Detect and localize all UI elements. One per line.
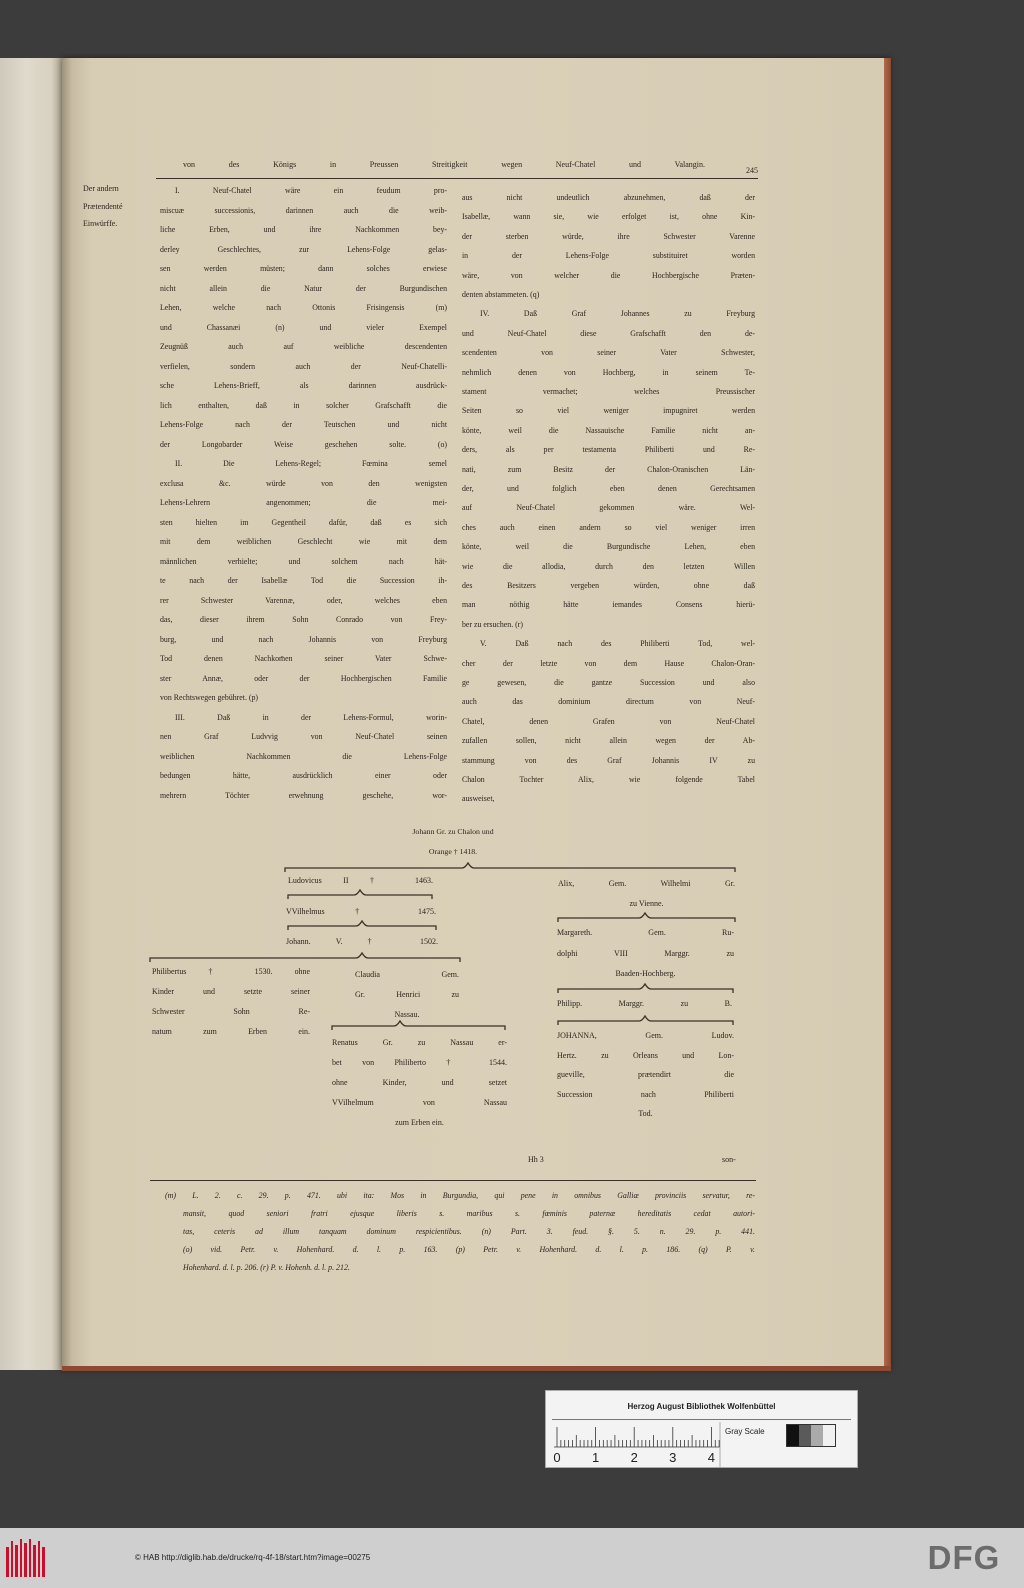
text-line: ster Annæ, oder der Hochbergischen Familie: [160, 673, 447, 683]
gray-patch-light: [811, 1425, 823, 1446]
text-line: II. Die Lehens-Regel; Fœmina semel: [175, 459, 447, 468]
text-line: auch das dominium directum von Neuf-: [462, 697, 755, 707]
text-line: könte, weil die Nassauische Familie nicht an-: [462, 425, 755, 435]
text-line: zufallen sollen, nicht allein wegen der Ab-: [462, 736, 755, 746]
text-line: nehmlich denen von Hochberg, in seinem Te-: [462, 367, 755, 377]
genealogy-philipp: Philipp. Marggr. zu B.: [557, 999, 732, 1008]
text-line: scendenten von seiner Vater Schwester,: [462, 348, 755, 358]
text-line: mehrern Töchter erwehnung geschehe, wor-: [160, 790, 447, 800]
gray-patch-white: [823, 1425, 835, 1446]
genealogy-renatus: [332, 1033, 507, 1133]
previous-page-edge: [0, 58, 64, 1370]
gray-patch-dark: [799, 1425, 811, 1446]
genealogy-johanna: [557, 1026, 734, 1124]
text-line: Renatus Gr. zu Nassau er-: [332, 1038, 507, 1047]
text-line: Der andern: [83, 184, 119, 193]
copyright-url[interactable]: © HAB http://diglib.hab.de/drucke/rq-4f-18/start.htm?image=00275: [135, 1553, 371, 1562]
left-column: [160, 181, 447, 811]
text-line: rer Schwester Varennæ, oder, welches eben: [160, 595, 447, 605]
text-line: denten abstammeten. (q): [462, 290, 540, 299]
card-institution-title: Herzog August Bibliothek Wolfenbüttel: [627, 1402, 776, 1411]
text-line: Baaden-Hochberg.: [615, 969, 676, 978]
text-line: sche Lehens-Brieff, als darinnen ausdrück-: [160, 381, 447, 390]
text-line: Lehens-Lehrern angenommen; die mei-: [160, 498, 447, 507]
genealogy-johann-v: Johann. V. † 1502.: [286, 937, 438, 946]
gray-scale-patches: [786, 1424, 836, 1447]
page-number: 245: [746, 166, 758, 175]
text-line: exclusa &c. würde von den wenigsten: [160, 478, 447, 488]
text-line: von Rechtswegen gebühret. (p): [160, 693, 259, 702]
page-bottom-edge: [62, 1366, 891, 1371]
text-line: gueville, prætendirt die: [557, 1070, 734, 1079]
text-line: mansit, quod seniori fratri ejusque liberis s. maribus s. fœminis paternæ hereditatis cedat autori-: [183, 1209, 755, 1218]
text-line: aus nicht undeutlich abzunehmen, daß der: [462, 193, 755, 202]
text-line: des Besitzers vergeben würden, ohne daß: [462, 581, 755, 590]
text-line: könte, weil die Burgundische Lehen, eben: [462, 542, 755, 552]
genealogy-root: [358, 822, 548, 862]
text-line: bet von Philiberto † 1544.: [332, 1058, 507, 1067]
footnotes: [165, 1187, 755, 1279]
text-line: wäre, von welcher die Hochbergische Præten-: [462, 270, 755, 280]
text-line: Claudia Gem.: [355, 970, 459, 979]
text-line: natum zum Erben ein.: [152, 1027, 310, 1036]
hab-logo: [4, 1535, 46, 1581]
ruler-number: 1: [591, 1450, 600, 1465]
text-line: (m) L. 2. c. 29. p. 471. ubi ita: Mos in Burgundia, qui pene in omnibus Galliæ provinciis servatur, re-: [165, 1191, 755, 1200]
header-rule: [156, 178, 758, 179]
footnote-rule: [150, 1180, 756, 1181]
genealogy-alix: [558, 874, 735, 914]
text-line: te nach der Isabellæ Tod die Succession ih-: [160, 576, 447, 585]
text-line: der Longobarder Weise geschehen solte. (o): [160, 439, 447, 449]
text-line: liche Erben, und ihre Nachkommen bey-: [160, 225, 447, 234]
ruler-number: 3: [669, 1450, 677, 1465]
text-line: Margareth. Gem. Ru-: [557, 928, 734, 937]
text-line: nati, zum Besitz der Chalon-Oranischen Län-: [462, 464, 755, 474]
text-line: und Chassanæi (n) und vieler Exempel: [160, 322, 447, 332]
text-line: ohne Kinder, und setzet: [332, 1078, 507, 1087]
text-line: in der Lehens-Folge substituiret worden: [462, 251, 755, 261]
text-line: stammung von des Graf Johannis IV zu: [462, 755, 755, 765]
text-line: Hertz. zu Orleans und Lon-: [557, 1050, 734, 1060]
text-line: Hohenhard. d. l. p. 206. (r) P. v. Hohenh. d. l. p. 212.: [183, 1263, 350, 1272]
text-line: Chalon Tochter Alix, wie folgende Tabel: [462, 775, 755, 784]
ruler-number: 2: [630, 1450, 638, 1465]
text-line: III. Daß in der Lehens-Formul, worin-: [175, 712, 447, 722]
margin-note: [83, 180, 160, 240]
text-line: Tod.: [638, 1109, 653, 1118]
text-line: Nassau.: [394, 1010, 420, 1019]
text-line: männlichen verhielte; und solchem nach hät-: [160, 556, 447, 566]
genealogy-margareth: [557, 923, 734, 985]
page-fore-edge: [884, 58, 891, 1370]
right-column: [462, 188, 755, 818]
genealogy-ludovicus: Ludovicus II † 1463.: [288, 876, 433, 885]
text-line: verfielen, sondern auch der Neuf-Chatelli-: [160, 361, 447, 371]
text-line: Tod denen Nachkom̄en seiner Vater Schwe-: [160, 654, 447, 663]
text-line: VVilhelmum von Nassau: [332, 1098, 507, 1107]
text-line: der, und folglich eben denen Gerechtsamen: [462, 484, 755, 493]
text-line: Kinder und setzte seiner: [152, 987, 310, 996]
text-line: bedungen hätte, ausdrücklich einer oder: [160, 771, 447, 780]
running-title: von des Königs in Preussen Streitigkeit wegen Neuf-Chatel und Valangin.: [183, 160, 705, 169]
text-line: JOHANNA, Gem. Ludov.: [557, 1031, 734, 1040]
text-line: Johann Gr. zu Chalon und: [412, 827, 494, 836]
text-line: sen werden müsten; dann solches erwiese: [160, 264, 447, 273]
text-line: miscuæ successionis, darinnen auch die weib-: [160, 205, 447, 215]
text-line: ders, als per testamenta Philiberti und Re-: [462, 445, 755, 455]
text-line: I. Neuf-Chatel wäre ein feudum pro-: [175, 186, 447, 195]
text-line: V. Daß nach des Philiberti Tod, wel-: [480, 639, 755, 649]
text-line: Chatel, denen Grafen von Neuf-Chatel: [462, 716, 755, 726]
text-line: Lehens-Folge nach der Teutschen und nicht: [160, 420, 447, 429]
text-line: sten hielten im Gegentheil dafür, daß es sich: [160, 517, 447, 527]
text-line: burg, und nach Johannis von Freyburg: [160, 634, 447, 644]
text-line: nicht allein die Natur der Burgundischen: [160, 283, 447, 293]
text-line: ber zu ersuchen. (r): [462, 619, 523, 629]
dfg-logo: DFG: [927, 1539, 1001, 1576]
text-line: cher der letzte von dem Hause Chalon-Oran-: [462, 658, 755, 668]
text-line: nen Graf Ludvvig von Neuf-Chatel seinen: [160, 732, 447, 741]
text-line: ches auch einen andern so viel weniger irren: [462, 522, 755, 532]
text-line: IV. Daß Graf Johannes zu Freyburg: [480, 309, 755, 319]
text-line: Seiten so viel weniger impugniret werden: [462, 406, 755, 416]
text-line: (o) vid. Petr. v. Hohenhard. d. l. p. 163. (p) Petr. v. Hohenhard. d. l. p. 186. (q) P. v.: [183, 1245, 755, 1254]
text-line: Isabellæ, wann sie, wie erfolget ist, ohne Kin-: [462, 212, 755, 222]
catchword: son-: [722, 1155, 736, 1164]
text-line: Einwürffe.: [83, 219, 118, 228]
text-line: dolphi VIII Marggr. zu: [557, 948, 734, 958]
text-line: Succession nach Philiberti: [557, 1089, 734, 1099]
text-line: weiblichen Nachkommen die Lehens-Folge: [160, 751, 447, 761]
text-line: Schwester Sohn Re-: [152, 1007, 310, 1016]
text-line: derley Geschlechtes, zur Lehens-Folge gelas-: [160, 244, 447, 254]
genealogy-claudia: [355, 965, 459, 1025]
text-line: ausweiset,: [462, 794, 495, 804]
gray-patch-black: [787, 1425, 799, 1446]
text-line: Orange † 1418.: [428, 847, 478, 856]
gray-scale-label: Gray Scale: [725, 1427, 765, 1436]
text-line: wie die allodia, durch den letzten Willen: [462, 561, 755, 571]
text-line: Prætendenté: [83, 201, 123, 211]
text-line: tas, ceteris ad illum tanquam dominum respicientibus. (n) Part. 3. feud. §. 5. n. 29. p. 441.: [183, 1227, 755, 1236]
signature-mark: Hh 3: [528, 1155, 544, 1164]
text-line: zum Erben ein.: [395, 1118, 444, 1127]
genealogy-philibertus: [152, 962, 310, 1044]
text-line: man nöthig hätte iemandes Consens hierü-: [462, 600, 755, 610]
text-line: Zeugnüß auch auf weibliche descendenten: [160, 342, 447, 351]
text-line: ge gewesen, die gantze Succession und also: [462, 678, 755, 687]
text-line: Philibertus † 1530. ohne: [152, 967, 310, 976]
text-line: Gr. Henrici zu: [355, 990, 459, 999]
text-line: zu Vienne.: [629, 899, 664, 908]
text-line: das, dieser ihrem Sohn Conrado von Frey-: [160, 615, 447, 624]
gray-scale-card: [545, 1390, 858, 1468]
text-line: stament vermachet; welches Preussischer: [462, 387, 755, 396]
text-line: Alix, Gem. Wilhelmi Gr.: [558, 879, 735, 888]
genealogy-wilhelmus: VVilhelmus † 1475.: [286, 907, 436, 916]
ruler-number: 0: [553, 1450, 561, 1465]
text-line: und Neuf-Chatel diese Grafschafft den de-: [462, 328, 755, 338]
text-line: auf Neuf-Chatel gekommen wäre. Wel-: [462, 503, 755, 513]
text-line: mit dem weiblichen Geschlecht wie mit dem: [160, 537, 447, 546]
footer-bar: [0, 1528, 1024, 1588]
text-line: der sterben würde, ihre Schwester Varenne: [462, 231, 755, 241]
text-line: Lehen, welche nach Ottonis Frisingensis (m): [160, 303, 447, 312]
ruler-number: 4: [707, 1450, 715, 1465]
text-line: lich enthalten, daß in solcher Grafschafft die: [160, 400, 447, 410]
